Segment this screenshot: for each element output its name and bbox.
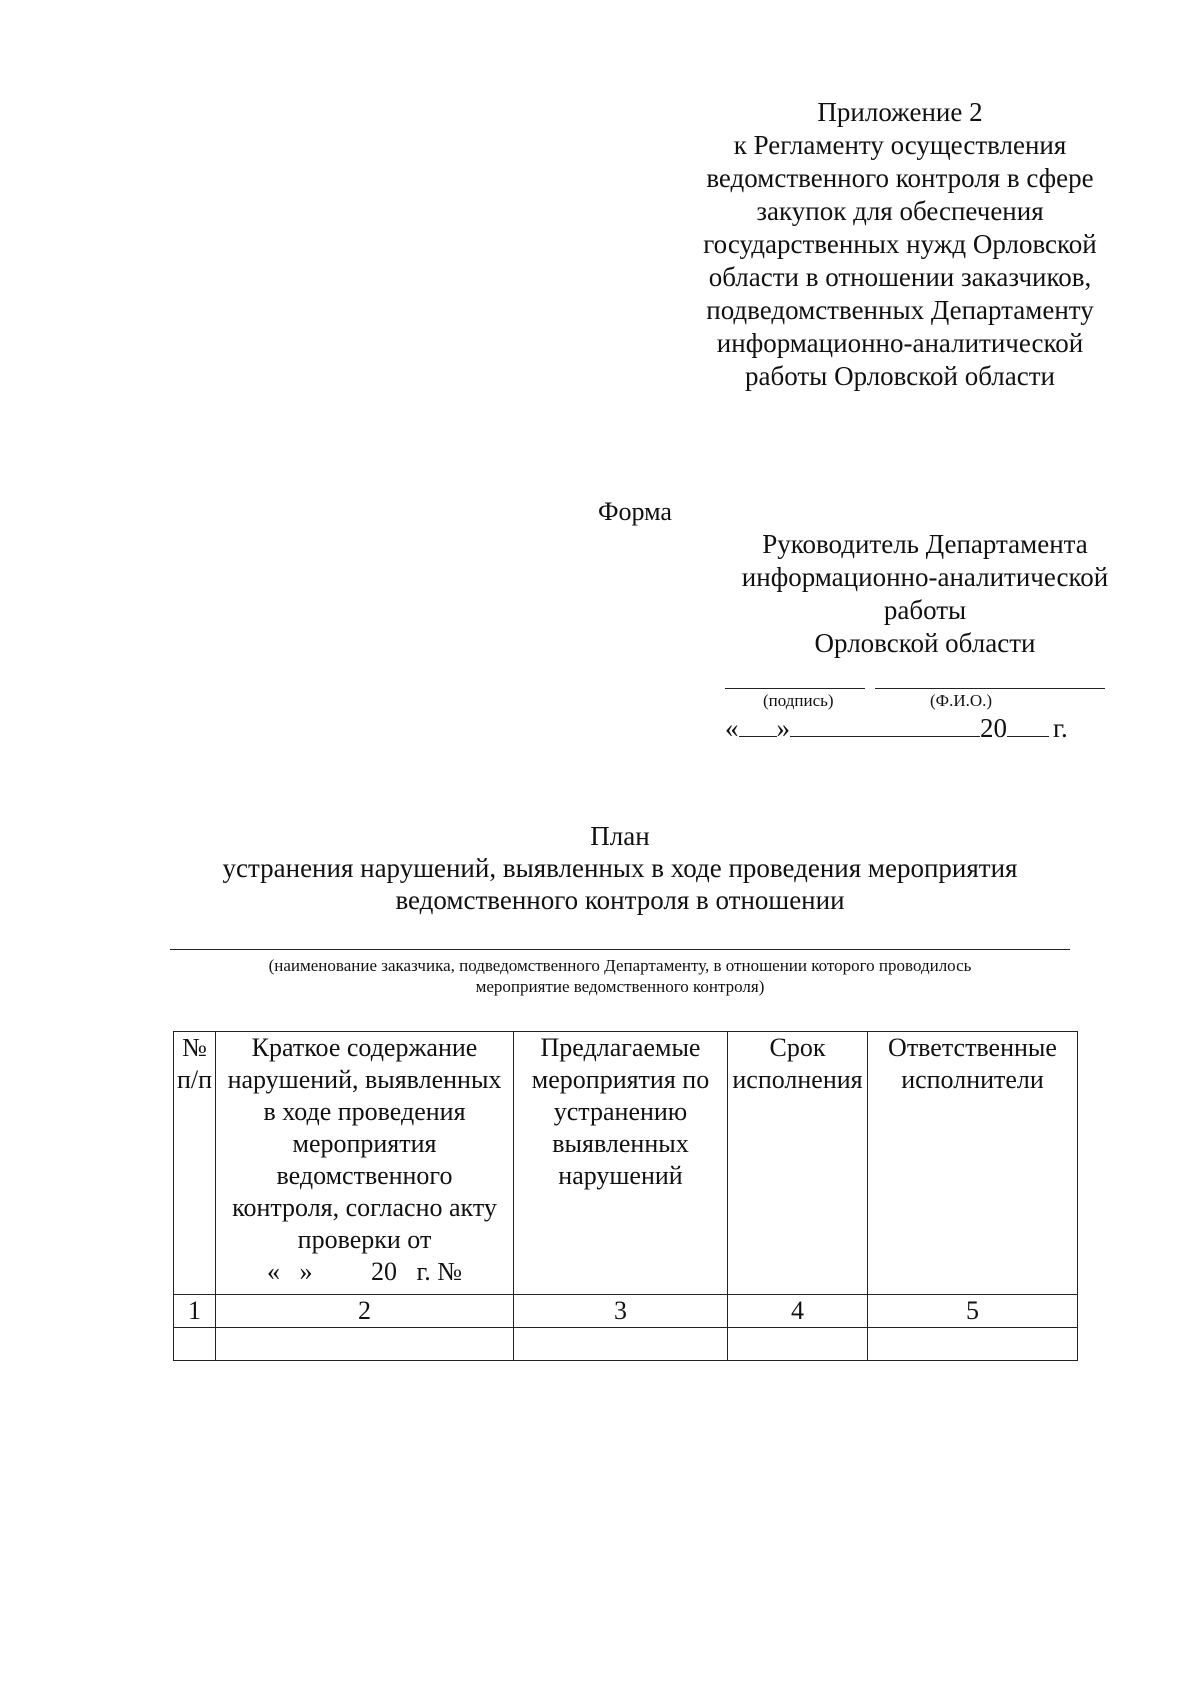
column-number: 1 bbox=[174, 1295, 216, 1328]
plan-title: План bbox=[590, 821, 650, 851]
full-name-line[interactable] bbox=[875, 688, 1105, 689]
header-deadline bbox=[728, 1032, 868, 1295]
approval-line: Руководитель Департамента bbox=[762, 529, 1088, 559]
plan-subtitle-line: ведомственного контроля в отношении bbox=[395, 885, 845, 915]
header-line: п/п bbox=[176, 1065, 213, 1094]
header-line: контроля, согласно акту bbox=[232, 1193, 497, 1222]
appendix-line: закупок для обеспечения bbox=[756, 196, 1044, 226]
plan-title-block bbox=[160, 820, 1080, 916]
appendix-line: государственных нужд Орловской bbox=[703, 229, 1097, 259]
violations-plan-table bbox=[173, 1031, 1078, 1361]
appendix-line: к Регламенту осуществления bbox=[733, 130, 1067, 160]
column-number: 2 bbox=[216, 1295, 514, 1328]
header-violations bbox=[216, 1032, 514, 1295]
header-line: Предлагаемые bbox=[540, 1033, 701, 1062]
header-line: в ходе проведения bbox=[263, 1097, 466, 1126]
column-number: 3 bbox=[514, 1295, 728, 1328]
plan-subtitle-line: устранения нарушений, выявленных в ходе проведения мероприятия bbox=[222, 853, 1018, 883]
column-number-row bbox=[174, 1295, 1078, 1328]
approval-line: информационно-аналитической bbox=[741, 562, 1109, 592]
appendix-line: информационно-аналитической bbox=[716, 328, 1084, 358]
approval-date bbox=[725, 712, 1068, 744]
table-cell[interactable] bbox=[216, 1328, 514, 1361]
customer-caption-line: (наименование заказчика, подведомственного Департаменту, в отношении которого проводилось bbox=[268, 956, 972, 975]
header-line: № bbox=[182, 1033, 207, 1062]
appendix-header bbox=[660, 96, 1140, 393]
header-line: « » 20 г. № bbox=[266, 1257, 463, 1286]
appendix-line: подведомственных Департаменту bbox=[706, 295, 1094, 325]
header-line: выявленных bbox=[552, 1129, 689, 1158]
table-cell[interactable] bbox=[174, 1328, 216, 1361]
header-line: Краткое содержание bbox=[251, 1033, 478, 1062]
table-cell[interactable] bbox=[868, 1328, 1078, 1361]
approval-line: работы bbox=[883, 595, 967, 625]
table-row bbox=[174, 1328, 1078, 1361]
date-year-field[interactable] bbox=[1007, 712, 1049, 737]
header-line: устранению bbox=[553, 1097, 688, 1126]
appendix-line: работы Орловской области bbox=[745, 361, 1055, 391]
table-cell[interactable] bbox=[728, 1328, 868, 1361]
date-day-field[interactable] bbox=[739, 712, 777, 737]
form-label: Форма bbox=[598, 497, 672, 526]
customer-name-field[interactable] bbox=[170, 949, 1070, 950]
table-header-row bbox=[174, 1032, 1078, 1295]
header-responsible bbox=[868, 1032, 1078, 1295]
full-name-caption: (Ф.И.О.) bbox=[930, 691, 993, 710]
date-year-suffix: г. bbox=[1053, 713, 1068, 743]
date-month-field[interactable] bbox=[790, 712, 980, 737]
customer-caption bbox=[170, 955, 1070, 997]
approval-line: Орловской области bbox=[814, 628, 1036, 658]
approval-block bbox=[690, 528, 1160, 660]
header-line: Ответственные bbox=[888, 1033, 1057, 1062]
appendix-line: ведомственного контроля в сфере bbox=[706, 163, 1094, 193]
header-line: исполнения bbox=[732, 1065, 863, 1094]
header-line: нарушений bbox=[558, 1161, 683, 1190]
header-measures bbox=[514, 1032, 728, 1295]
table-cell[interactable] bbox=[514, 1328, 728, 1361]
date-open-quote: « bbox=[725, 713, 739, 743]
header-line: ведомственного bbox=[276, 1161, 453, 1190]
signature-caption: (подпись) bbox=[763, 691, 834, 710]
header-line: проверки от bbox=[297, 1225, 432, 1254]
header-line: Срок bbox=[769, 1033, 826, 1062]
customer-caption-line: мероприятие ведомственного контроля) bbox=[475, 977, 765, 996]
date-year-prefix: 20 bbox=[980, 713, 1007, 743]
header-number bbox=[174, 1032, 216, 1295]
header-line: мероприятия по bbox=[531, 1065, 710, 1094]
header-line: мероприятия bbox=[292, 1129, 437, 1158]
column-number: 4 bbox=[728, 1295, 868, 1328]
appendix-line: области в отношении заказчиков, bbox=[708, 262, 1092, 292]
appendix-line: Приложение 2 bbox=[817, 97, 983, 127]
column-number: 5 bbox=[868, 1295, 1078, 1328]
header-line: исполнители bbox=[901, 1065, 1044, 1094]
date-close-quote: » bbox=[776, 713, 790, 743]
header-line: нарушений, выявленных bbox=[227, 1065, 502, 1094]
signature-line[interactable] bbox=[725, 688, 865, 689]
